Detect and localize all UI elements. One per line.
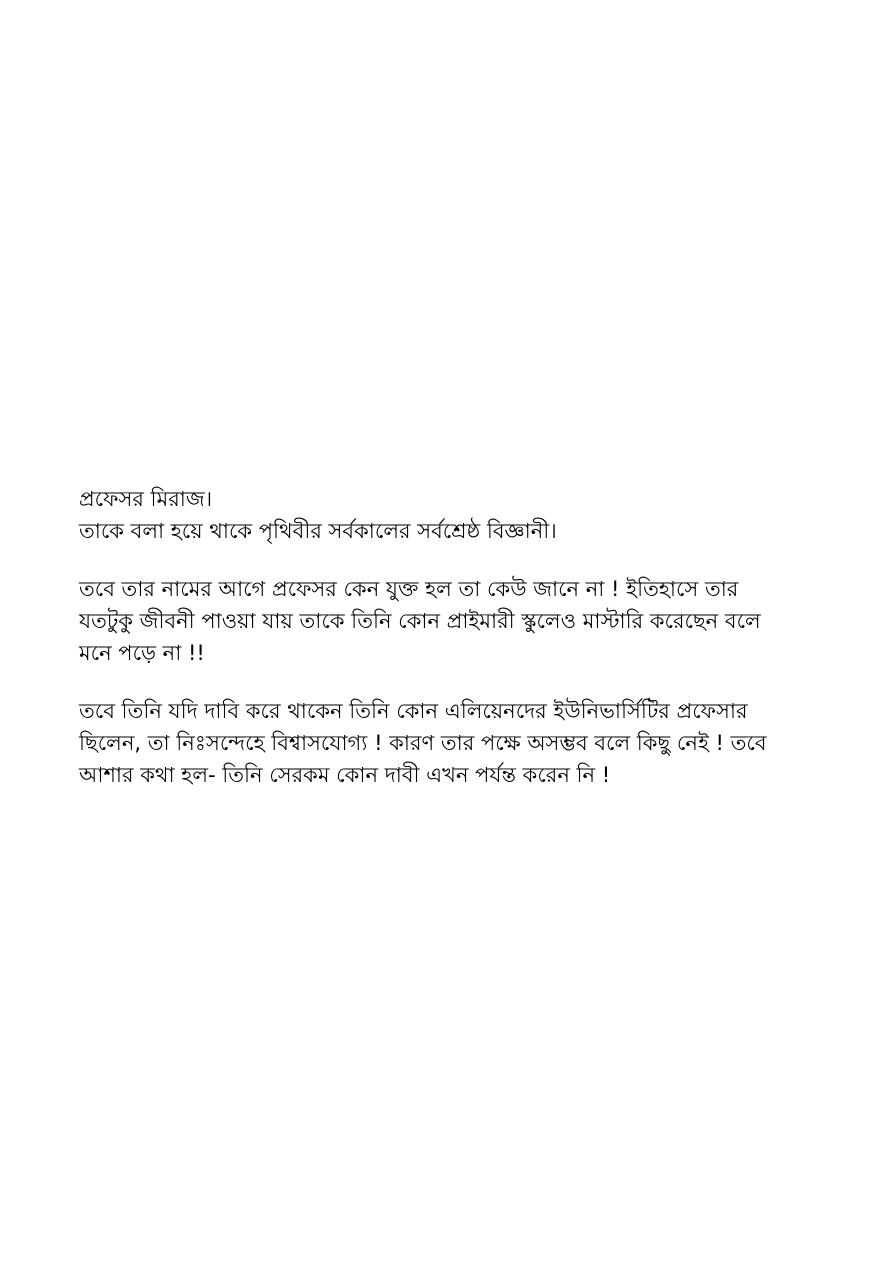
paragraph-line: তবে তার নামের আগে প্রফেসর কেন যুক্ত হল তা কেউ জানে না ! ইতিহাসে তার xyxy=(79,577,739,601)
document-body xyxy=(79,483,809,817)
paragraph-line: যতটুকু জীবনী পাওয়া যায় তাকে তিনি কোন প্রাইমারী স্কুলেও মাস্টারি করেছেন বলে xyxy=(79,609,761,633)
paragraph-2 xyxy=(79,695,809,791)
opening-paragraph xyxy=(79,483,809,547)
document-title: প্রফেসর মিরাজ। xyxy=(79,487,213,511)
intro-line: তাকে বলা হয়ে থাকে পৃথিবীর সর্বকালের সর্বশ্রেষ্ঠ বিজ্ঞানী। xyxy=(79,519,557,543)
paragraph-line: ছিলেন, তা নিঃসন্দেহে বিশ্বাসযোগ্য ! কারণ তার পক্ষে অসম্ভব বলে কিছু নেই ! তবে xyxy=(79,731,767,755)
paragraph-1 xyxy=(79,573,809,669)
paragraph-line: মনে পড়ে না !! xyxy=(79,641,205,665)
paragraph-line: আশার কথা হল- তিনি সেরকম কোন দাবী এখন পর্যন্ত করেন নি ! xyxy=(79,763,611,787)
paragraph-line: তবে তিনি যদি দাবি করে থাকেন তিনি কোন এলিয়েনদের ইউনিভার্সিটির প্রফেসার xyxy=(79,699,748,723)
